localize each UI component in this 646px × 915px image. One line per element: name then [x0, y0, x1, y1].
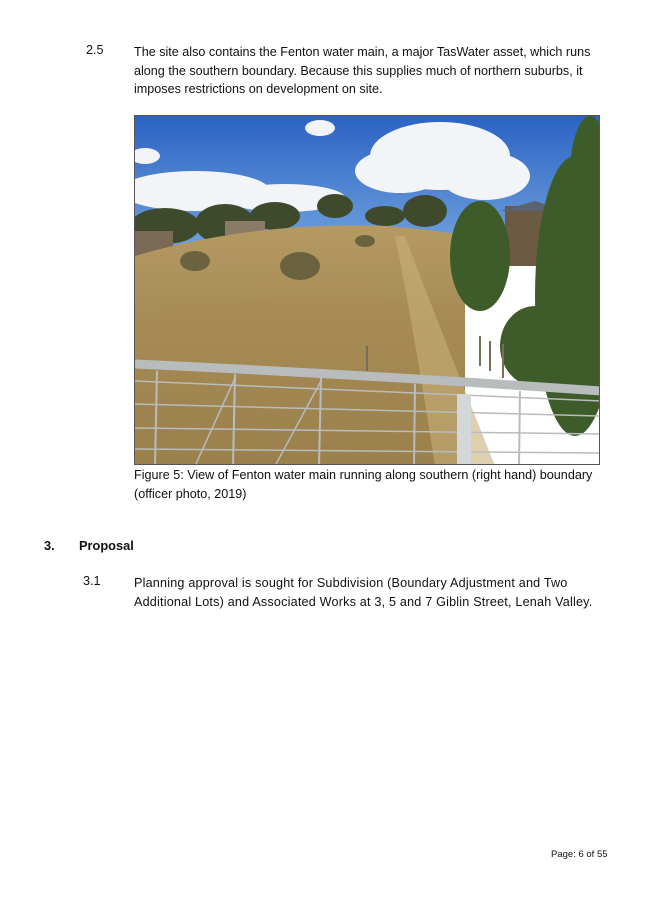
- site-photo: [134, 115, 600, 465]
- paragraph-3-1-number: 3.1: [83, 574, 101, 588]
- section-3-heading: Proposal: [79, 538, 134, 553]
- page-number: Page: 6 of 55: [551, 849, 608, 860]
- section-3-number: 3.: [44, 538, 55, 553]
- paragraph-2-5-text: The site also contains the Fenton water main, a major TasWater asset, which runs along the southern boundary. Because this supplies much of northern suburbs, it imposes restrictions on development on site.: [134, 45, 591, 96]
- site-photo-illustration: [135, 116, 600, 465]
- paragraph-3-1-text: Planning approval is sought for Subdivision (Boundary Adjustment and Two Additional Lots) and Associated Works at 3, 5 and 7 Giblin Street, Lenah Valley.: [134, 576, 593, 609]
- figure-caption: Figure 5: View of Fenton water main running along southern (right hand) boundary (officer photo, 2019): [134, 468, 593, 501]
- paragraph-2-5-number: 2.5: [86, 43, 104, 57]
